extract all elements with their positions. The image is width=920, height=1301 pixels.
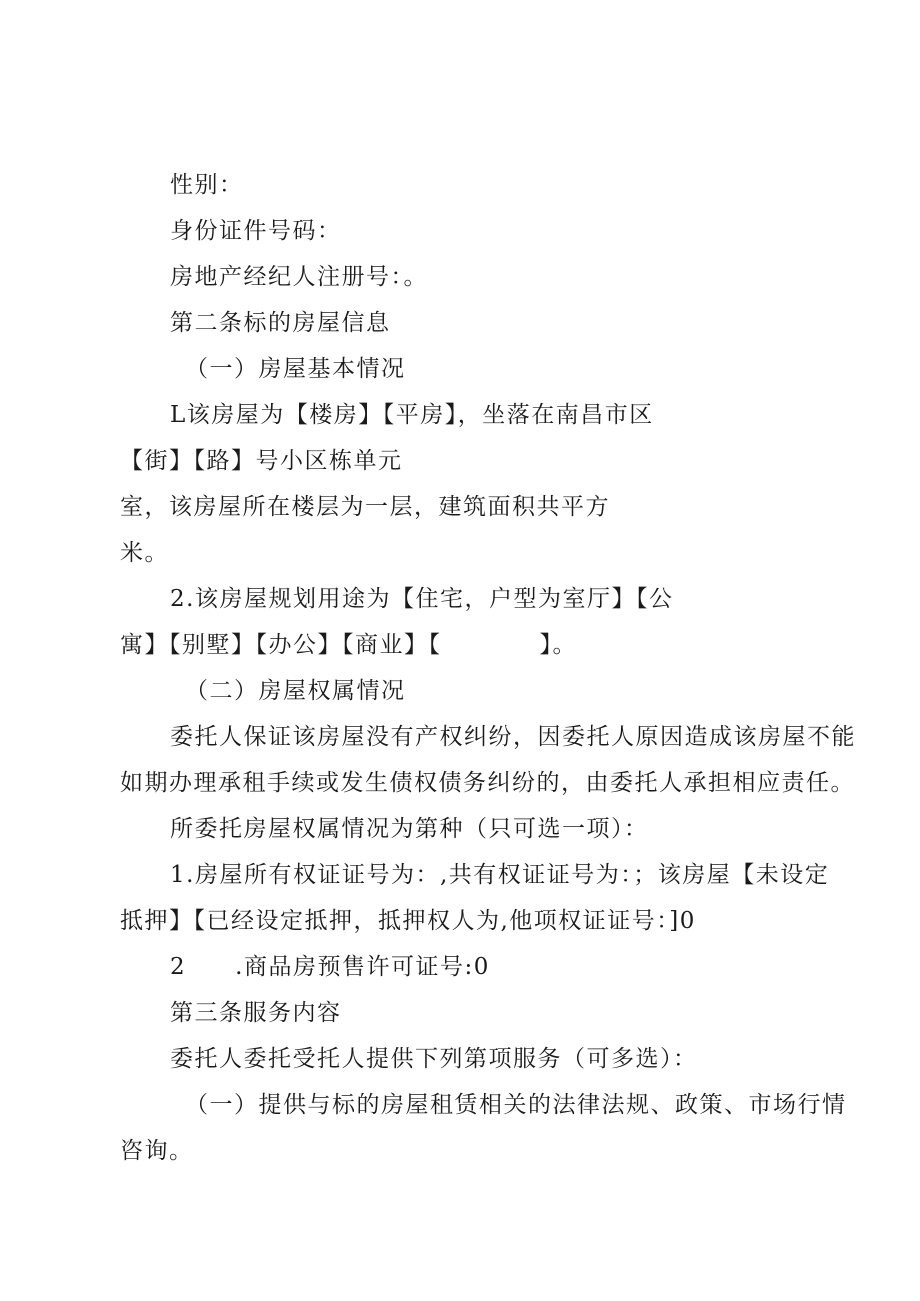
paragraph-line: L该房屋为【楼房】【平房】，坐落在南昌市区: [170, 402, 654, 428]
paragraph-line: （一）提供与标的房屋租赁相关的法律法规、政策、市场行情: [185, 1092, 847, 1118]
paragraph-line: 1.房屋所有权证证号为：,共有权证证号为：；该房屋【未设定: [170, 862, 830, 888]
gender-line: 性别：: [170, 172, 244, 198]
section-basic-info-heading: （一）房屋基本情况: [185, 356, 406, 382]
paragraph-line: 咨询。: [120, 1138, 194, 1164]
paragraph-line: 委托人保证该房屋没有产权纠纷，因委托人原因造成该房屋不能: [170, 724, 856, 750]
paragraph-line: 米。: [120, 540, 169, 566]
paragraph-line: 【街】【路】号小区栋单元: [120, 448, 403, 474]
article-three-heading: 第三条服务内容: [170, 1000, 342, 1026]
id-number-line: 身份证件号码：: [170, 218, 342, 244]
paragraph-line: 2.该房屋规划用途为【住宅，户型为室厅】【公: [170, 586, 674, 612]
article-two-heading: 第二条标的房屋信息: [170, 310, 391, 336]
paragraph-line: 室，该房屋所在楼层为一层，建筑面积共平方: [120, 494, 610, 520]
paragraph-line: 2 .商品房预售许可证号:0: [170, 954, 490, 980]
paragraph-line: 所委托房屋权属情况为第种（只可选一项）：: [170, 816, 649, 842]
paragraph-line: 委托人委托受托人提供下列第项服务（可多选）：: [170, 1046, 698, 1072]
agent-registration-line: 房地产经纪人注册号：。: [170, 264, 428, 290]
paragraph-line: 抵押】【已经设定抵押，抵押权人为,他项权证证号：]0: [120, 908, 696, 934]
section-ownership-heading: （二）房屋权属情况: [185, 678, 406, 704]
paragraph-line: 寓】【别墅】【办公】【商业】【 】。: [120, 632, 577, 658]
paragraph-line: 如期办理承租手续或发生债权债务纠纷的，由委托人承担相应责任。: [120, 770, 855, 796]
